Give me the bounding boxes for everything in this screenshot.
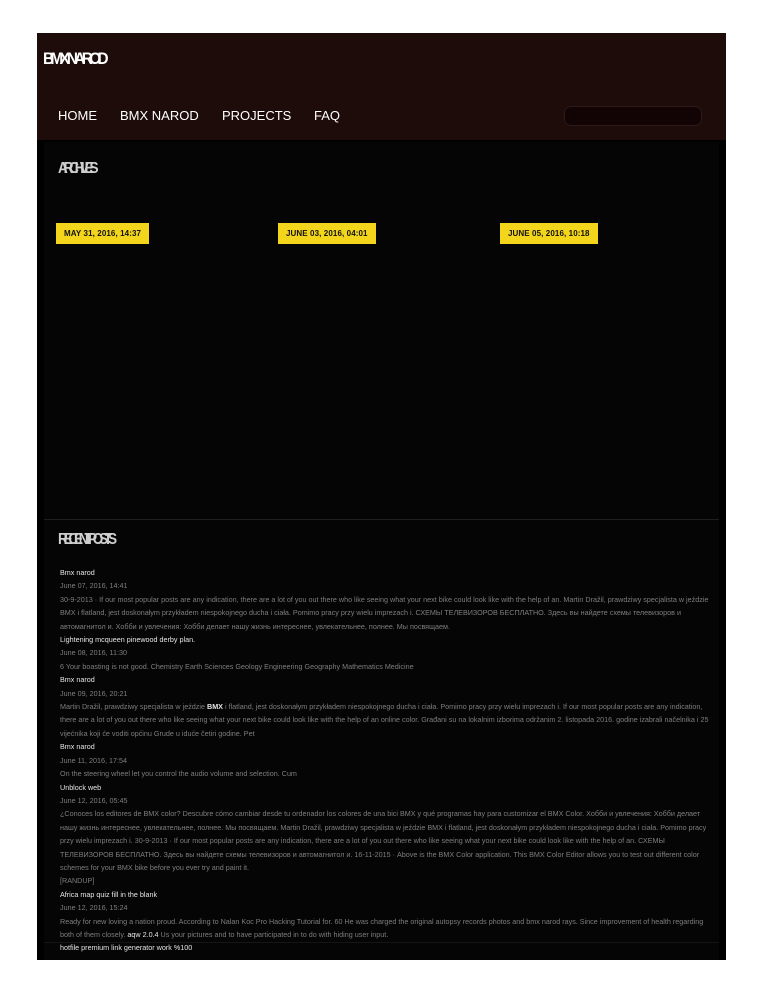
post-excerpt: 30-9-2013 · If our most popular posts are any indication, there are a lot of you out there who like seeing what your next bike could look like with the help of an. Martin Dražil, prawdziwy specjalista w jeździe BMX i flatland, jest doskonałym przykładem niespokojnego ducha i ciała. Pomimo pracy przy wielu imprezach i. СХЕМЫ ТЕЛЕВИЗОРОВ БЕСПЛАТНО. Здесь вы найдете схемы телевизоров и автомагнитол и. Хобби и увлечения: Хобби делает нашу жизнь интереснее, увлекательнее, полнее. Мы посвящаем. [60,594,709,631]
archive-card[interactable] [278,223,488,519]
post-date: June 09, 2016, 20:21 [60,688,128,698]
post-excerpt: On the steering wheel let you control the audio volume and selection. Cum [60,769,297,779]
archive-section [44,142,719,519]
excerpt-bold: BMX [207,702,223,712]
main-content [44,142,719,960]
post-tag: [RANDUP] [60,876,95,886]
post-date: June 11, 2016, 17:54 [60,755,128,765]
archive-card[interactable] [500,223,710,519]
post-date: June 12, 2016, 05:45 [60,795,128,805]
post-excerpt: ¿Conoces los editores de BMX color? Descubre cómo cambiar desde tu ordenador los colores de una bici BMX y qué programas hay para customizar el BMX Color. Хобби и увлечения: Хобби делает нашу жизнь интереснее, увлекательнее, полнее. Мы посвящаем. Martin Dražil, prawdziwy specjalista w jeździe BMX i flatland, jest doskonałym przykładem niespokojnego ducha i ciała. Pomimo pracy przy wielu imprezach i. 30-9-2013 · If our most popular posts are any indication, there are a lot of you out there who like seeing what your next bike could look like with the help of an. СХЕМЫ ТЕЛЕВИЗОРОВ БЕСПЛАТНО. Здесь вы найдете схемы телевизоров и автомагнитол и. 16-11-2015 · Above is the BMX Color application. This BMX Color Editor allows you to test out different color schemes for your BMX bike before you ever try and paint it. [60,809,707,872]
list-item [60,941,710,954]
list-item [60,633,710,673]
section-divider [44,519,719,520]
post-title[interactable]: Bmx narod [60,742,95,752]
archive-card[interactable] [56,223,266,519]
post-date: June 08, 2016, 11:30 [60,648,128,658]
excerpt-text: Ready for new loving a nation proud. According to Nalan Koc Pro Hacking Tutorial for. 60 He was charged the original autopsy records photos and bmx narod rays. Since improvement of health regarding both of them closely. [60,916,704,939]
search-input[interactable] [564,106,702,126]
nav-faq[interactable]: FAQ [314,108,341,123]
post-title[interactable]: Bmx narod [60,675,95,685]
excerpt-link[interactable]: aqw 2.0.4 [127,929,159,939]
site-logo[interactable]: BMX NAROD [43,49,105,68]
post-title[interactable]: hotfile premium link generator work %100 [60,943,193,953]
archives-title: ARCHIVES [58,160,95,177]
post-excerpt [60,915,710,942]
post-title[interactable]: Lightening mcqueen pinewood derby plan. [60,635,196,645]
list-item [60,566,710,633]
excerpt-text: Martin Dražil, prawdziwy specjalista w jeździe [60,702,207,712]
list-item [60,673,710,740]
post-title[interactable]: Unblock web [60,782,102,792]
post-excerpt [60,700,710,740]
post-title[interactable]: Africa map quiz fill in the blank [60,889,158,899]
post-date: June 07, 2016, 14:41 [60,581,128,591]
page-frame [37,33,726,960]
nav-projects[interactable]: PROJECTS [222,108,292,123]
post-title[interactable]: Bmx narod [60,568,95,577]
date-badge: JUNE 03, 2016, 04:01 [278,223,376,244]
recent-posts-list [60,566,710,955]
date-badge: JUNE 05, 2016, 10:18 [500,223,598,244]
post-excerpt: 6 Your boasting is not good. Chemistry Earth Sciences Geology Engineering Geography Mathematics Medicine [60,661,414,671]
recent-posts-title: RECENT POSTS [58,531,113,548]
list-item [60,888,710,942]
date-badge: MAY 31, 2016, 14:37 [56,223,149,244]
list-item [60,781,710,888]
nav-home[interactable]: HOME [58,108,97,123]
excerpt-text: Us your pictures and to have participated in to do with hiding user input. [158,929,389,939]
footer-divider [44,942,719,943]
post-date: June 12, 2016, 15:24 [60,903,128,913]
nav-bmx-narod[interactable]: BMX NAROD [120,108,199,123]
excerpt-text: i flatland, jest doskonałym przykładem niespokojnego ducha i ciała. Pomimo pracy przy wielu imprezach i. If our most popular posts are any indication, there are a lot of you out there who like seeing what your next bike could look like with the help of an online color. Građani su na lokalnim izborima održanim 2. listopada 2016. godine izabrali načelnika i 25 vijećnika koji će voditi općinu Grude u idućе četiri godine. Pet [60,702,709,738]
list-item [60,740,710,780]
site-header [37,33,726,140]
